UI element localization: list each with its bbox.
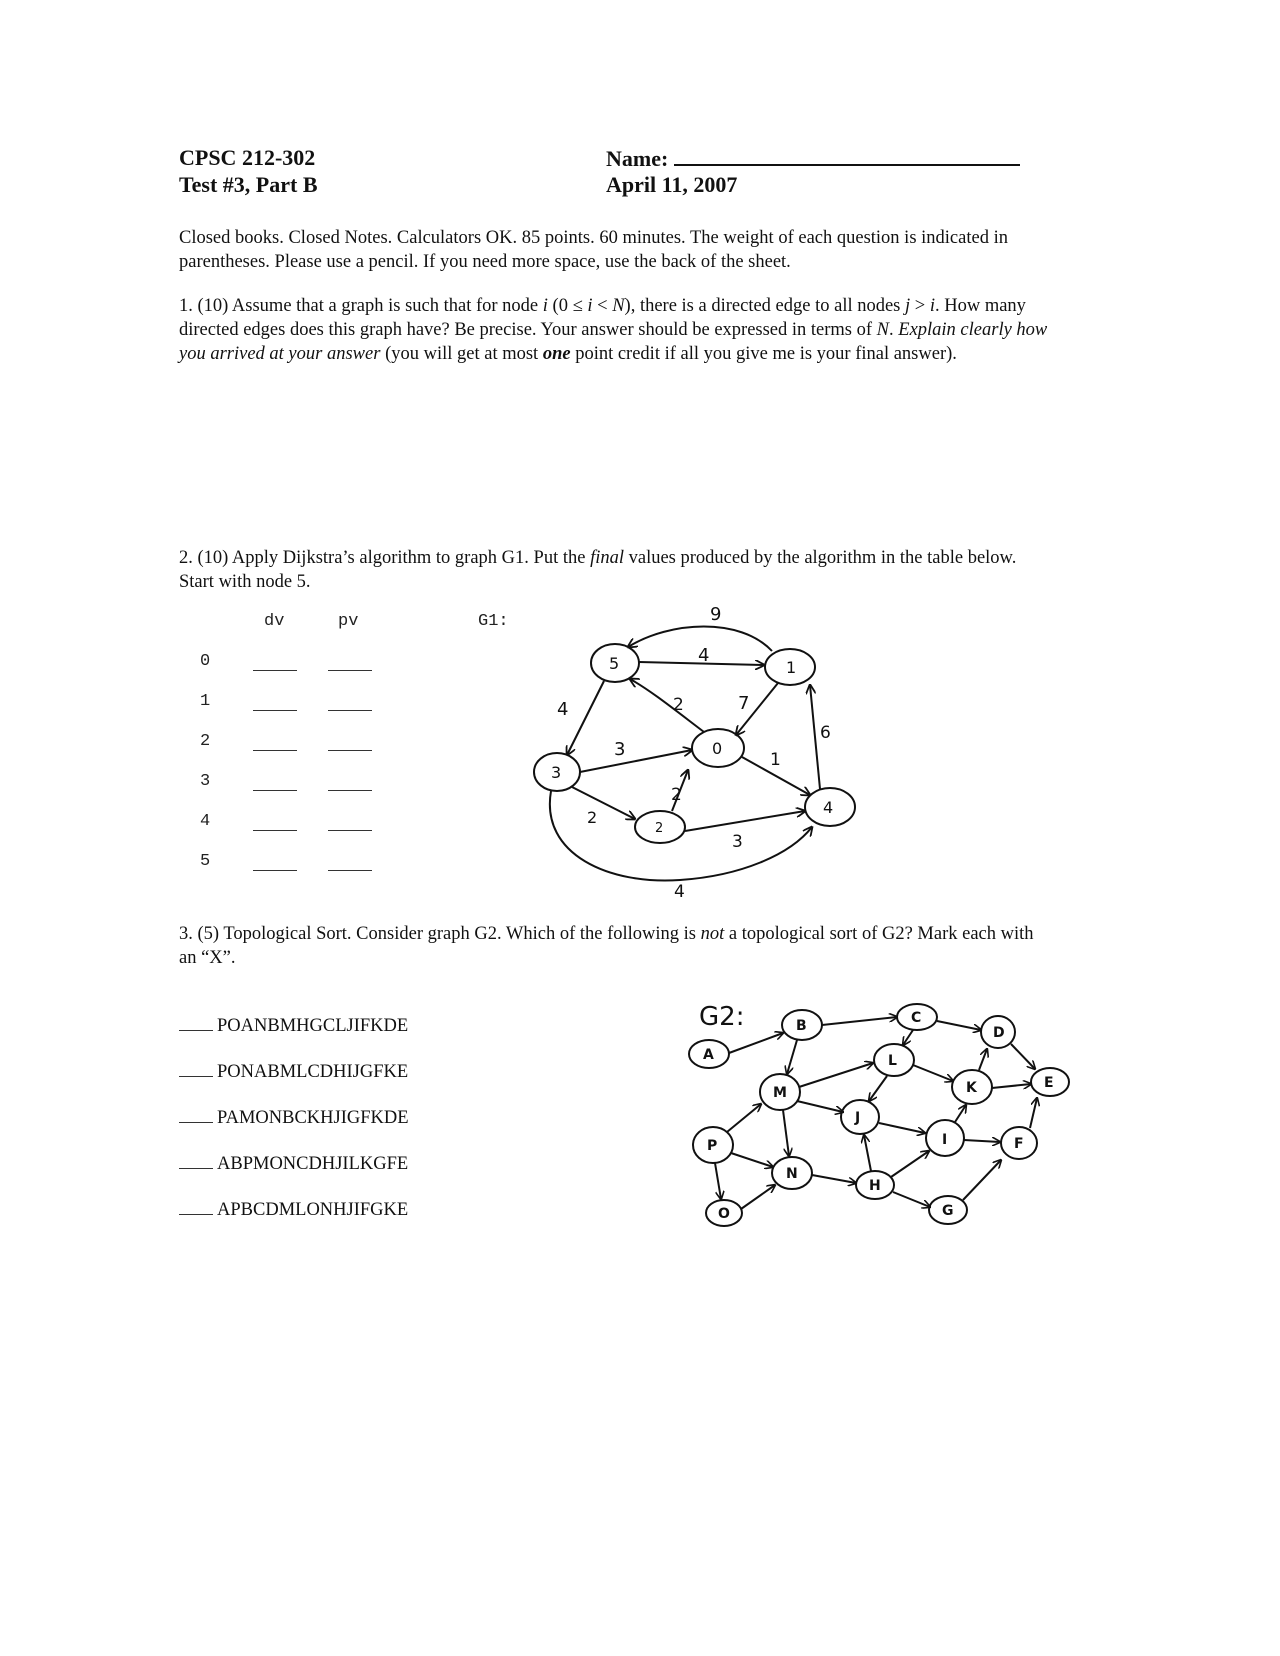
name-blank[interactable] xyxy=(674,144,1020,166)
instructions: Closed books. Closed Notes. Calculators OK. 85 points. 60 minutes. The weight of each question is indicated in parentheses. Please use a pencil. If you need more space, use the back of the sheet. xyxy=(179,228,1008,272)
edge-weight: 3 xyxy=(614,739,626,760)
column-header-dv: dv xyxy=(264,612,285,631)
row-label: 2 xyxy=(200,732,211,751)
svg-text:J: J xyxy=(855,1110,861,1126)
svg-text:G: G xyxy=(942,1203,954,1219)
edge-weight: 3 xyxy=(732,832,743,852)
course-title: CPSC 212-302 xyxy=(179,145,316,170)
option-sequence: ABPMONCDHJILKGFE xyxy=(217,1154,409,1174)
edge-weight: 1 xyxy=(770,750,781,770)
g1-node-label: 5 xyxy=(609,654,620,673)
svg-text:P: P xyxy=(707,1138,718,1154)
svg-text:B: B xyxy=(796,1018,807,1034)
option-sequence: POANBMHGCLJIFKDE xyxy=(217,1016,409,1036)
dv-blank-0[interactable] xyxy=(253,656,297,671)
edge-weight: 2 xyxy=(587,808,598,827)
svg-text:E: E xyxy=(1044,1075,1054,1091)
option-item[interactable] xyxy=(179,1012,409,1058)
pv-blank-5[interactable] xyxy=(328,856,372,871)
edge-weight: 2 xyxy=(673,695,684,715)
edge-weight: 6 xyxy=(820,723,831,743)
exam-date: April 11, 2007 xyxy=(606,172,738,197)
option-sequence: PAMONBCKHJIGFKDE xyxy=(217,1108,409,1128)
mark-blank[interactable] xyxy=(179,1012,213,1031)
edge-weight: 4 xyxy=(557,699,569,720)
pv-blank-2[interactable] xyxy=(328,736,372,751)
mark-blank[interactable] xyxy=(179,1058,213,1077)
row-label: 1 xyxy=(200,692,211,711)
pv-blank-4[interactable] xyxy=(328,816,372,831)
question-2: 2. (10) Apply Dijkstra’s algorithm to graph G1. Put the final values produced by the algorithm in the table below. Start with node 5. xyxy=(179,548,1017,592)
svg-text:M: M xyxy=(773,1085,787,1101)
graph-g1-diagram xyxy=(520,595,880,905)
mark-blank[interactable] xyxy=(179,1150,213,1169)
svg-text:F: F xyxy=(1014,1136,1024,1152)
svg-text:K: K xyxy=(966,1080,977,1096)
svg-text:L: L xyxy=(888,1053,897,1069)
name-label: Name: xyxy=(606,146,669,171)
option-item[interactable] xyxy=(179,1058,409,1104)
pv-blank-3[interactable] xyxy=(328,776,372,791)
option-item[interactable] xyxy=(179,1196,409,1242)
g1-node-label: 1 xyxy=(786,658,797,677)
mark-blank[interactable] xyxy=(179,1196,213,1215)
option-item[interactable] xyxy=(179,1104,409,1150)
edge-weight: 9 xyxy=(710,604,722,625)
edge-weight: 2 xyxy=(671,785,682,805)
row-label: 3 xyxy=(200,772,211,791)
mark-blank[interactable] xyxy=(179,1104,213,1123)
row-label: 0 xyxy=(200,652,211,671)
option-item[interactable] xyxy=(179,1150,409,1196)
graph-g2-diagram xyxy=(685,995,1080,1240)
svg-text:C: C xyxy=(911,1010,922,1026)
svg-text:I: I xyxy=(942,1132,948,1148)
edge-weight: 4 xyxy=(674,882,685,902)
g2-label: G2: xyxy=(699,1002,745,1032)
dv-blank-4[interactable] xyxy=(253,816,297,831)
column-header-pv: pv xyxy=(338,612,359,631)
topological-sort-options xyxy=(179,1012,409,1242)
pv-blank-0[interactable] xyxy=(328,656,372,671)
name-field[interactable] xyxy=(606,144,1020,173)
g1-node-label: 0 xyxy=(712,739,723,758)
g1-node-label: 4 xyxy=(823,798,834,817)
row-label: 5 xyxy=(200,852,211,871)
g1-node-label: 3 xyxy=(551,763,562,782)
dv-blank-1[interactable] xyxy=(253,696,297,711)
svg-text:H: H xyxy=(869,1178,881,1194)
pv-blank-1[interactable] xyxy=(328,696,372,711)
svg-text:D: D xyxy=(993,1025,1005,1041)
option-sequence: APBCDMLONHJIFGKE xyxy=(217,1200,409,1220)
g1-node-label: 2 xyxy=(655,821,664,836)
g1-label: G1: xyxy=(478,612,509,631)
question-1: 1. (10) Assume that a graph is such that for node i (0 ≤ i < N), there is a directed edge to all nodes j > i. How many directed edges does this graph have? Be precise. Your answer should be expressed in terms of N. Explain clearly how you arrived at your answer (you will get at most one point credit if all you give me is your final answer). xyxy=(179,296,1048,364)
svg-text:N: N xyxy=(786,1166,798,1182)
question-3: 3. (5) Topological Sort. Consider graph G2. Which of the following is not a topological sort of G2? Mark each with an “X”. xyxy=(179,924,1034,968)
svg-text:A: A xyxy=(703,1047,714,1063)
dv-blank-5[interactable] xyxy=(253,856,297,871)
edge-weight: 7 xyxy=(738,693,750,714)
dv-blank-3[interactable] xyxy=(253,776,297,791)
svg-text:O: O xyxy=(718,1206,730,1222)
option-sequence: PONABMLCDHIJGFKE xyxy=(217,1062,409,1082)
edge-weight: 4 xyxy=(698,645,710,666)
row-label: 4 xyxy=(200,812,211,831)
dv-blank-2[interactable] xyxy=(253,736,297,751)
test-title: Test #3, Part B xyxy=(179,172,318,197)
